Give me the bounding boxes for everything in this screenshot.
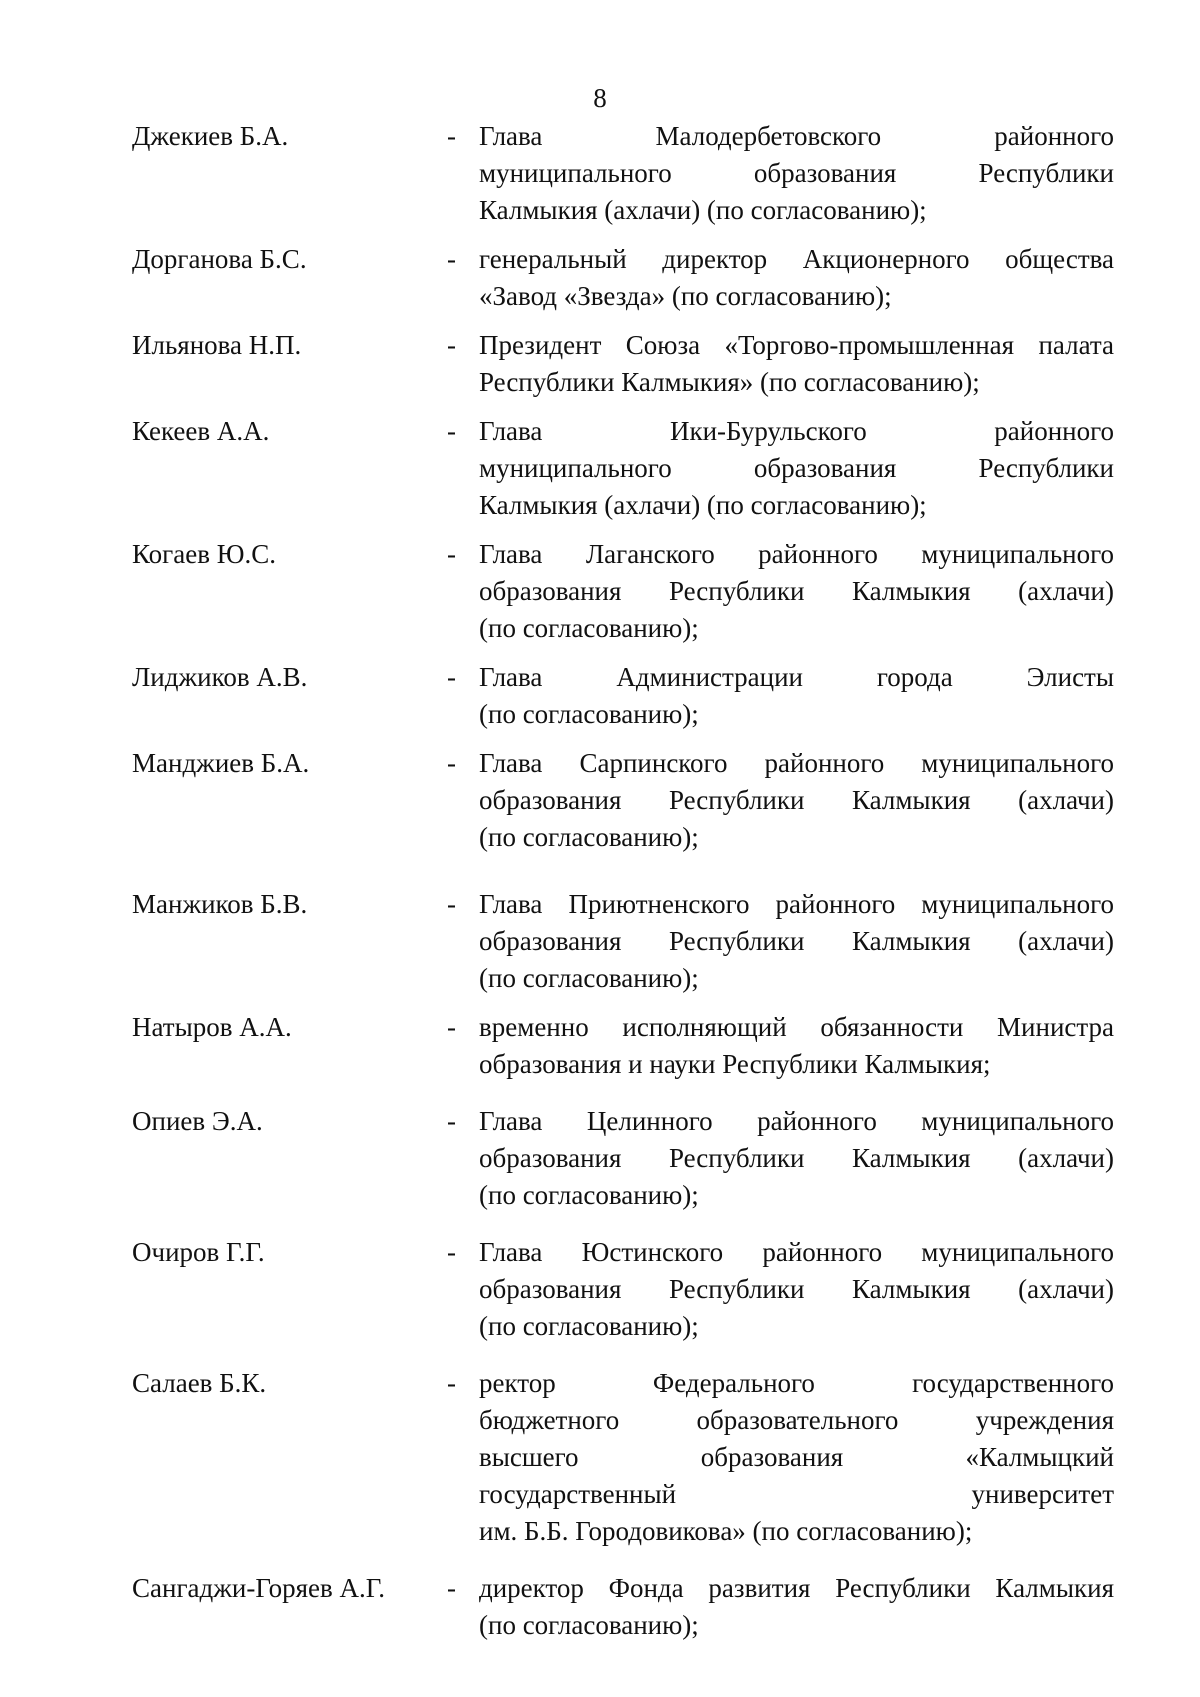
- position-line: директор Фонда развития Республики Калмыкия: [479, 1573, 1114, 1603]
- member-name: Джекиев Б.А.: [132, 121, 289, 151]
- member-position: [479, 659, 1114, 733]
- list-item: [0, 659, 1200, 733]
- position-line: (по согласованию);: [479, 963, 699, 993]
- position-line: муниципального образования Республики: [479, 158, 1114, 188]
- member-name: Натыров А.А.: [132, 1012, 292, 1042]
- member-position: [479, 118, 1114, 229]
- position-line: образования Республики Калмыкия (ахлачи): [479, 576, 1114, 606]
- position-line: Глава Малодербетовского районного: [479, 121, 1114, 151]
- position-line: образования Республики Калмыкия (ахлачи): [479, 926, 1114, 956]
- member-position: [479, 886, 1114, 997]
- position-line: генеральный директор Акционерного общества: [479, 244, 1114, 274]
- list-item: [0, 1103, 1200, 1214]
- position-line: (по согласованию);: [479, 1180, 699, 1210]
- separator-dash: -: [447, 1012, 456, 1042]
- position-line: (по согласованию);: [479, 699, 699, 729]
- list-item: [0, 1234, 1200, 1345]
- position-line: государственный университет: [479, 1479, 1114, 1509]
- position-line: Глава Сарпинского районного муниципального: [479, 748, 1114, 778]
- position-line: ректор Федерального государственного: [479, 1368, 1114, 1398]
- position-line: образования Республики Калмыкия (ахлачи): [479, 785, 1114, 815]
- position-line: временно исполняющий обязанности Министра: [479, 1012, 1114, 1042]
- separator-dash: -: [447, 416, 456, 446]
- member-position: [479, 327, 1114, 401]
- position-line: Калмыкия (ахлачи) (по согласованию);: [479, 490, 927, 520]
- position-line: Калмыкия (ахлачи) (по согласованию);: [479, 195, 927, 225]
- member-position: [479, 241, 1114, 315]
- member-position: [479, 536, 1114, 647]
- member-position: [479, 745, 1114, 856]
- member-name: Кекеев А.А.: [132, 416, 270, 446]
- member-name: Манжиков Б.В.: [132, 889, 308, 919]
- position-line: (по согласованию);: [479, 613, 699, 643]
- member-name: Сангаджи-Горяев А.Г.: [132, 1573, 386, 1603]
- list-item: [0, 118, 1200, 229]
- separator-dash: -: [447, 1106, 456, 1136]
- separator-dash: -: [447, 330, 456, 360]
- list-item: [0, 1570, 1200, 1644]
- position-line: Глава Лаганского районного муниципального: [479, 539, 1114, 569]
- list-item: [0, 745, 1200, 856]
- member-name: Дорганова Б.С.: [132, 244, 307, 274]
- position-line: Глава Юстинского районного муниципального: [479, 1237, 1114, 1267]
- member-position: [479, 1009, 1114, 1083]
- member-position: [479, 1570, 1114, 1644]
- position-line: образования и науки Республики Калмыкия;: [479, 1049, 991, 1079]
- position-line: Республики Калмыкия» (по согласованию);: [479, 367, 980, 397]
- separator-dash: -: [447, 539, 456, 569]
- member-name: Лиджиков А.В.: [132, 662, 308, 692]
- position-line: (по согласованию);: [479, 1610, 699, 1640]
- separator-dash: -: [447, 1237, 456, 1267]
- separator-dash: -: [447, 662, 456, 692]
- member-position: [479, 1234, 1114, 1345]
- list-item: [0, 536, 1200, 647]
- position-line: муниципального образования Республики: [479, 453, 1114, 483]
- separator-dash: -: [447, 121, 456, 151]
- member-name: Очиров Г.Г.: [132, 1237, 265, 1267]
- member-name: Салаев Б.К.: [132, 1368, 267, 1398]
- position-line: Глава Приютненского районного муниципального: [479, 889, 1114, 919]
- position-line: Глава Ики-Бурульского районного: [479, 416, 1114, 446]
- separator-dash: -: [447, 1573, 456, 1603]
- position-line: (по согласованию);: [479, 822, 699, 852]
- list-item: [0, 413, 1200, 524]
- position-line: высшего образования «Калмыцкий: [479, 1442, 1114, 1472]
- member-name: Ильянова Н.П.: [132, 330, 302, 360]
- separator-dash: -: [447, 1368, 456, 1398]
- separator-dash: -: [447, 889, 456, 919]
- page-number: 8: [593, 83, 607, 113]
- member-name: Манджиев Б.А.: [132, 748, 310, 778]
- member-name: Когаев Ю.С.: [132, 539, 276, 569]
- list-item: [0, 327, 1200, 401]
- position-line: бюджетного образовательного учреждения: [479, 1405, 1114, 1435]
- member-position: [479, 1365, 1114, 1550]
- list-item: [0, 1009, 1200, 1083]
- member-position: [479, 413, 1114, 524]
- member-position: [479, 1103, 1114, 1214]
- position-line: образования Республики Калмыкия (ахлачи): [479, 1274, 1114, 1304]
- position-line: (по согласованию);: [479, 1311, 699, 1341]
- position-line: Президент Союза «Торгово-промышленная палата: [479, 330, 1114, 360]
- list-item: [0, 1365, 1200, 1550]
- list-item: [0, 886, 1200, 997]
- separator-dash: -: [447, 748, 456, 778]
- separator-dash: -: [447, 244, 456, 274]
- position-line: Глава Целинного районного муниципального: [479, 1106, 1114, 1136]
- list-item: [0, 241, 1200, 315]
- position-line: Глава Администрации города Элисты: [479, 662, 1114, 692]
- members-list: [0, 118, 1200, 1652]
- position-line: им. Б.Б. Городовикова» (по согласованию);: [479, 1516, 973, 1546]
- member-name: Опиев Э.А.: [132, 1106, 263, 1136]
- position-line: образования Республики Калмыкия (ахлачи): [479, 1143, 1114, 1173]
- position-line: «Завод «Звезда» (по согласованию);: [479, 281, 892, 311]
